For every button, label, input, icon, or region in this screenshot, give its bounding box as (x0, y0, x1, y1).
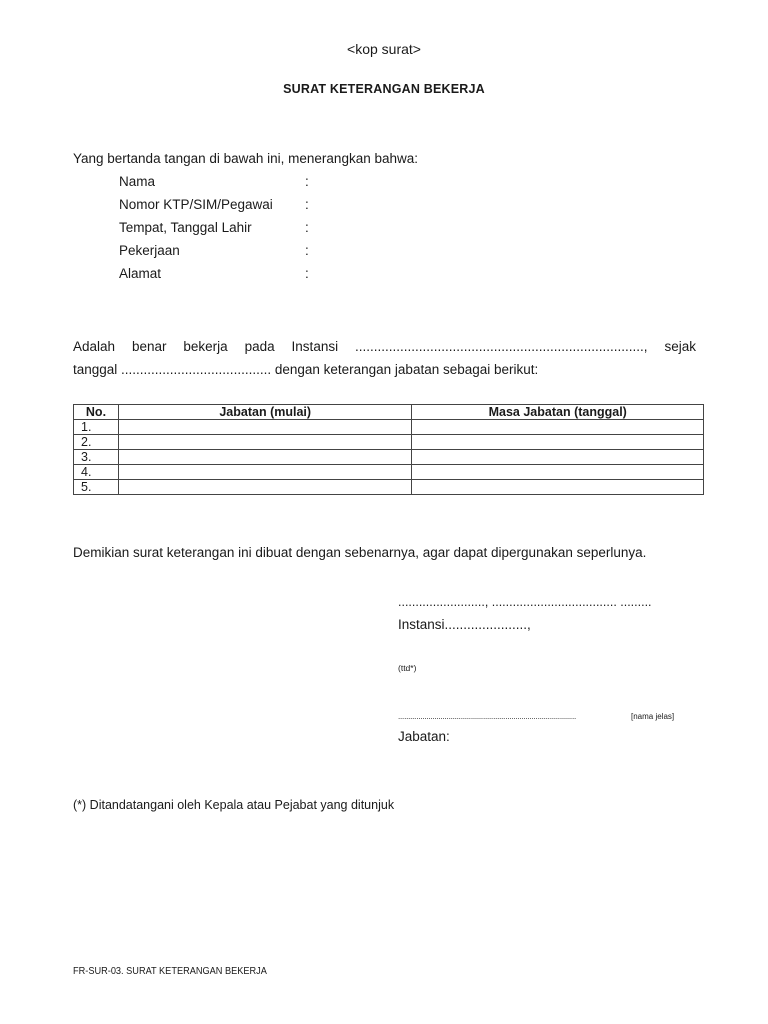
field-colon: : (305, 266, 309, 281)
row-number: 4. (74, 465, 119, 480)
employment-paragraph (73, 335, 696, 381)
row-number: 3. (74, 450, 119, 465)
masa-jabatan-cell (412, 420, 704, 435)
field-label-nomor: Nomor KTP/SIM/Pegawai (119, 197, 273, 212)
jabatan-cell (118, 420, 412, 435)
masa-jabatan-cell (412, 435, 704, 450)
field-colon: : (305, 197, 309, 212)
row-number: 5. (74, 480, 119, 495)
table-row (74, 450, 704, 465)
paragraph-line-1: Adalah benar bekerja pada Instansi ............................................................................., sejak (73, 339, 696, 354)
position-table (73, 404, 704, 495)
footnote: (*) Ditandatangani oleh Kepala atau Pejabat yang ditunjuk (73, 798, 395, 812)
masa-jabatan-cell (412, 450, 704, 465)
signature-name-label: [nama jelas] (631, 712, 675, 721)
table-header-row (74, 405, 704, 420)
document-footer-code: FR-SUR-03. SURAT KETERANGAN BEKERJA (73, 966, 267, 977)
column-header-masa-jabatan: Masa Jabatan (tanggal) (412, 405, 704, 420)
table-row (74, 465, 704, 480)
signature-place-date: ........................., .................................... ......... (398, 595, 652, 609)
table-row (74, 420, 704, 435)
closing-statement: Demikian surat keterangan ini dibuat dengan sebenarnya, agar dapat dipergunakan seperlunya. (73, 545, 647, 560)
signature-instansi: Instansi......................, (398, 617, 531, 632)
masa-jabatan-cell (412, 480, 704, 495)
jabatan-cell (118, 450, 412, 465)
field-label-alamat: Alamat (119, 266, 162, 281)
letterhead-placeholder: <kop surat> (347, 41, 421, 57)
table-row (74, 435, 704, 450)
field-label-nama: Nama (119, 174, 156, 189)
intro-text: Yang bertanda tangan di bawah ini, menerangkan bahwa: (73, 151, 419, 166)
signature-name-line: ........................................................................................ (398, 712, 576, 721)
table-row (74, 480, 704, 495)
jabatan-cell (118, 480, 412, 495)
document-title: SURAT KETERANGAN BEKERJA (283, 82, 485, 96)
column-header-jabatan: Jabatan (mulai) (118, 405, 412, 420)
paragraph-line-2: tanggal ........................................ dengan keterangan jabatan sebagai berikut: (73, 362, 539, 377)
column-header-no: No. (74, 405, 119, 420)
field-colon: : (305, 174, 309, 189)
row-number: 2. (74, 435, 119, 450)
signature-ttd-note: (ttd*) (398, 663, 417, 673)
jabatan-cell (118, 435, 412, 450)
field-colon: : (305, 220, 309, 235)
field-label-tempat-tanggal-lahir: Tempat, Tanggal Lahir (119, 220, 252, 235)
field-colon: : (305, 243, 309, 258)
field-label-pekerjaan: Pekerjaan (119, 243, 180, 258)
row-number: 1. (74, 420, 119, 435)
masa-jabatan-cell (412, 465, 704, 480)
signature-jabatan: Jabatan: (398, 729, 450, 744)
jabatan-cell (118, 465, 412, 480)
